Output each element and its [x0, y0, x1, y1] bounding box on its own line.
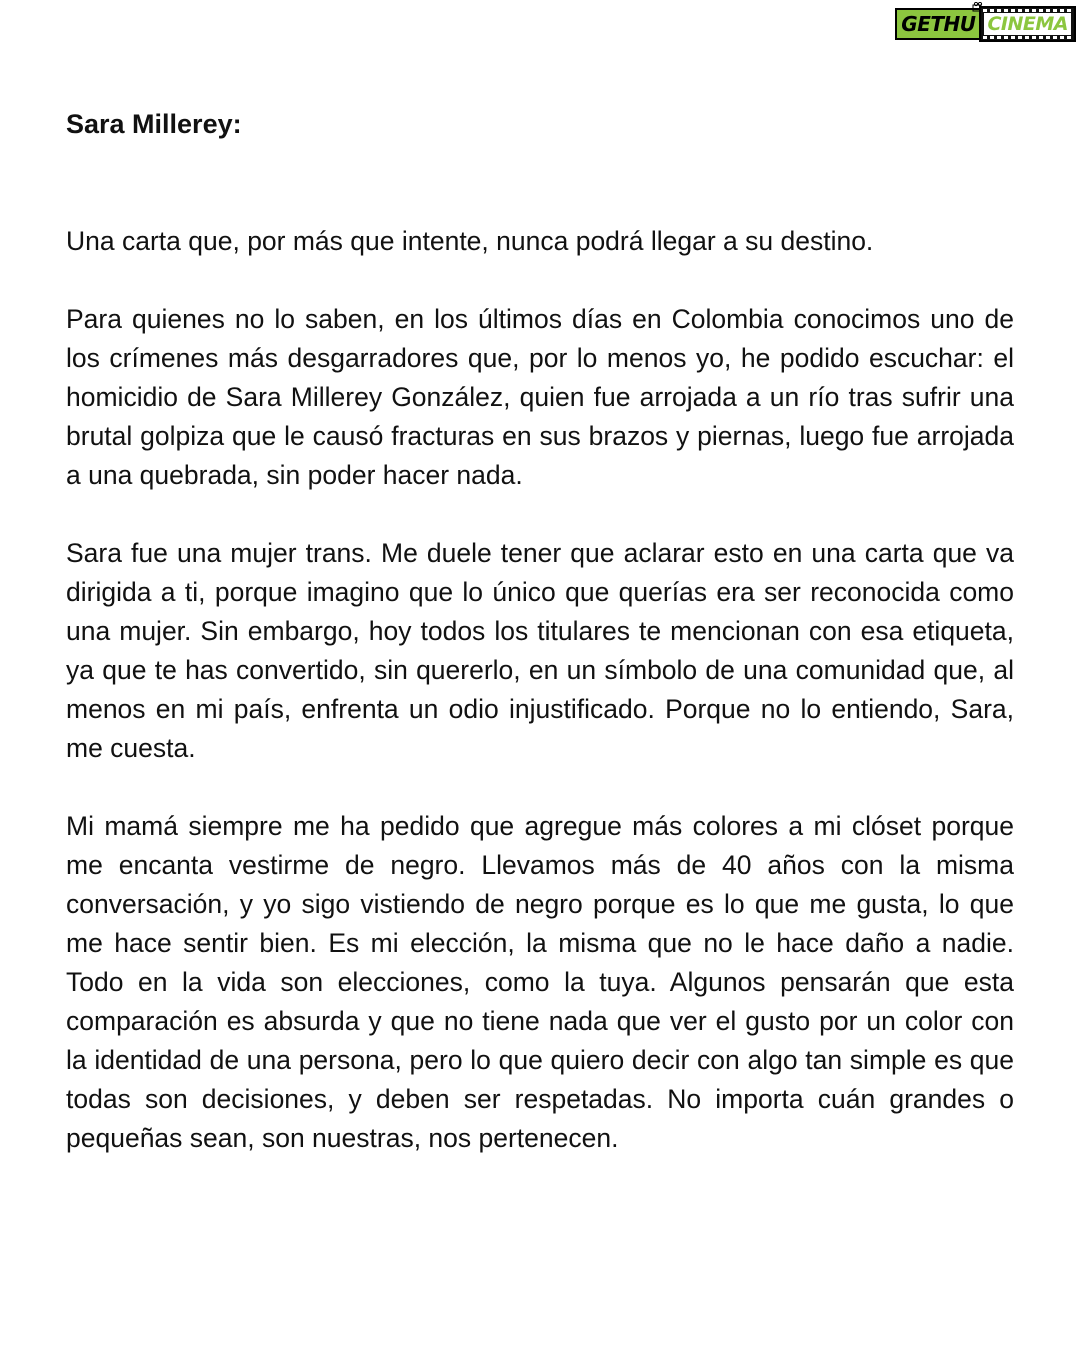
watermark-part2: CINEMA — [984, 13, 1071, 35]
watermark-film-strip — [979, 6, 1076, 42]
letter-body — [66, 104, 1014, 1197]
letter-paragraph-1: Una carta que, por más que intente, nunca podrá llegar a su destino. — [66, 226, 874, 256]
letter-paragraph-4: Mi mamá siempre me ha pedido que agregue más colores a mi clóset porque me encanta vestirme de negro. Llevamos más de 40 años con la misma conversación, y yo sigo vistiendo de negro porque es lo que me gusta, lo que me hace sentir bien. Es mi elección, la misma que no le hace daño a nadie. Todo en la vida son elecciones, como la tuya. Algunos pensarán que esta comparación es absurda y que no tiene nada que ver el gusto por un color con la identidad de una persona, pero lo que quiero decir con algo tan simple es que todas son decisiones, y deben ser respetadas. No importa cuán grandes o pequeñas sean, son nuestras, nos pertenecen. — [66, 811, 1014, 1153]
watermark-logo — [895, 6, 1076, 42]
letter-paragraph-3: Sara fue una mujer trans. Me duele tener que aclarar esto en una carta que va dirigida a ti, porque imagino que lo único que querías era ser reconocida como una mujer. Sin embargo, hoy todos los titulares te mencionan con esa etiqueta, ya que te has convertido, sin quererlo, en un símbolo de una comunidad que, al menos en mi país, enfrenta un odio injustificado. Porque no lo entiendo, Sara, me cuesta. — [66, 538, 1014, 763]
letter-paragraph-2: Para quienes no lo saben, en los últimos días en Colombia conocimos uno de los crímenes más desgarradores que, por lo menos yo, he podido escuchar: el homicidio de Sara Millerey González, quien fue arrojada a un río tras sufrir una brutal golpiza que le causó fracturas en sus brazos y piernas, luego fue arrojada a una quebrada, sin poder hacer nada. — [66, 304, 1014, 490]
letter-heading: Sara Millerey: — [66, 109, 242, 139]
watermark-part1: GETHU — [895, 8, 979, 40]
